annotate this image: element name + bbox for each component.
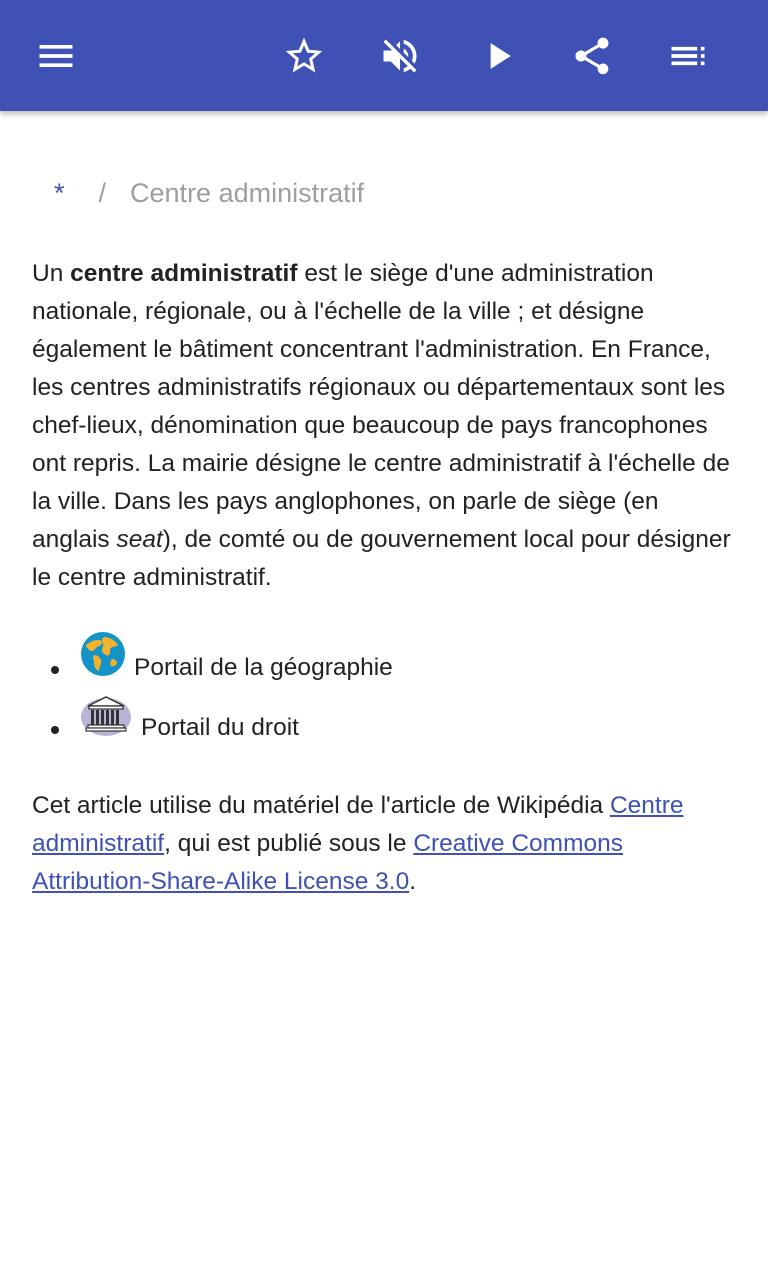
portal-label: Portail de la géographie <box>134 654 393 681</box>
play-button[interactable] <box>470 28 526 84</box>
portal-item-droit[interactable] <box>32 691 732 751</box>
favorite-button[interactable] <box>276 28 332 84</box>
list-bullet <box>51 726 59 734</box>
article-text-start: Un <box>32 260 71 287</box>
list-bullet <box>51 666 59 674</box>
attribution-text-end: . <box>409 868 417 895</box>
star-outline-icon <box>282 34 326 78</box>
share-button[interactable] <box>564 28 620 84</box>
app-bar <box>0 0 768 111</box>
breadcrumb <box>54 178 364 209</box>
article-text-end: ), de comté ou de gouvernement local pour désigner le centre administratif. <box>32 526 731 591</box>
portal-list <box>32 631 732 751</box>
courthouse-icon <box>80 691 132 737</box>
globe-icon <box>80 631 126 677</box>
article-paragraph <box>32 255 732 597</box>
table-of-contents-button[interactable] <box>660 28 716 84</box>
table-of-contents-icon <box>666 34 710 78</box>
article-text-middle: est le siège d'une administration nationale, régionale, ou à l'échelle de la ville ; et désigne également le bâtiment concentrant l'administration. En France, les centres administratifs régionaux ou départementaux sont les chef-lieux, dénomination que beaucoup de pays francophones ont repris. La mairie désigne le centre administratif à l'échelle de la ville. Dans les pays anglophones, on parle de siège (en anglais <box>32 260 730 553</box>
attribution-text-middle: , qui est publié sous le <box>164 830 414 857</box>
breadcrumb-separator: / <box>98 178 107 208</box>
attribution-text-start: Cet article utilise du matériel de l'article de Wikipédia <box>32 792 610 819</box>
mute-button[interactable] <box>372 28 428 84</box>
menu-icon <box>34 34 78 78</box>
portal-item-geographie[interactable] <box>32 631 732 691</box>
article-content <box>32 255 732 901</box>
license-link[interactable]: Creative Commons Attribution-Share-Alike License 3.0 <box>32 830 624 895</box>
menu-button[interactable] <box>28 28 84 84</box>
article-term-italic: seat <box>116 526 163 553</box>
article-term-bold: centre administratif <box>70 260 298 287</box>
share-icon <box>570 34 614 78</box>
portal-label: Portail du droit <box>141 714 299 741</box>
breadcrumb-root-link[interactable]: * <box>54 178 65 208</box>
play-icon <box>476 34 520 78</box>
wikipedia-article-link[interactable]: Centre administratif <box>32 792 684 857</box>
breadcrumb-current: Centre administratif <box>130 178 365 208</box>
volume-off-icon <box>378 34 422 78</box>
attribution-paragraph <box>32 787 732 901</box>
